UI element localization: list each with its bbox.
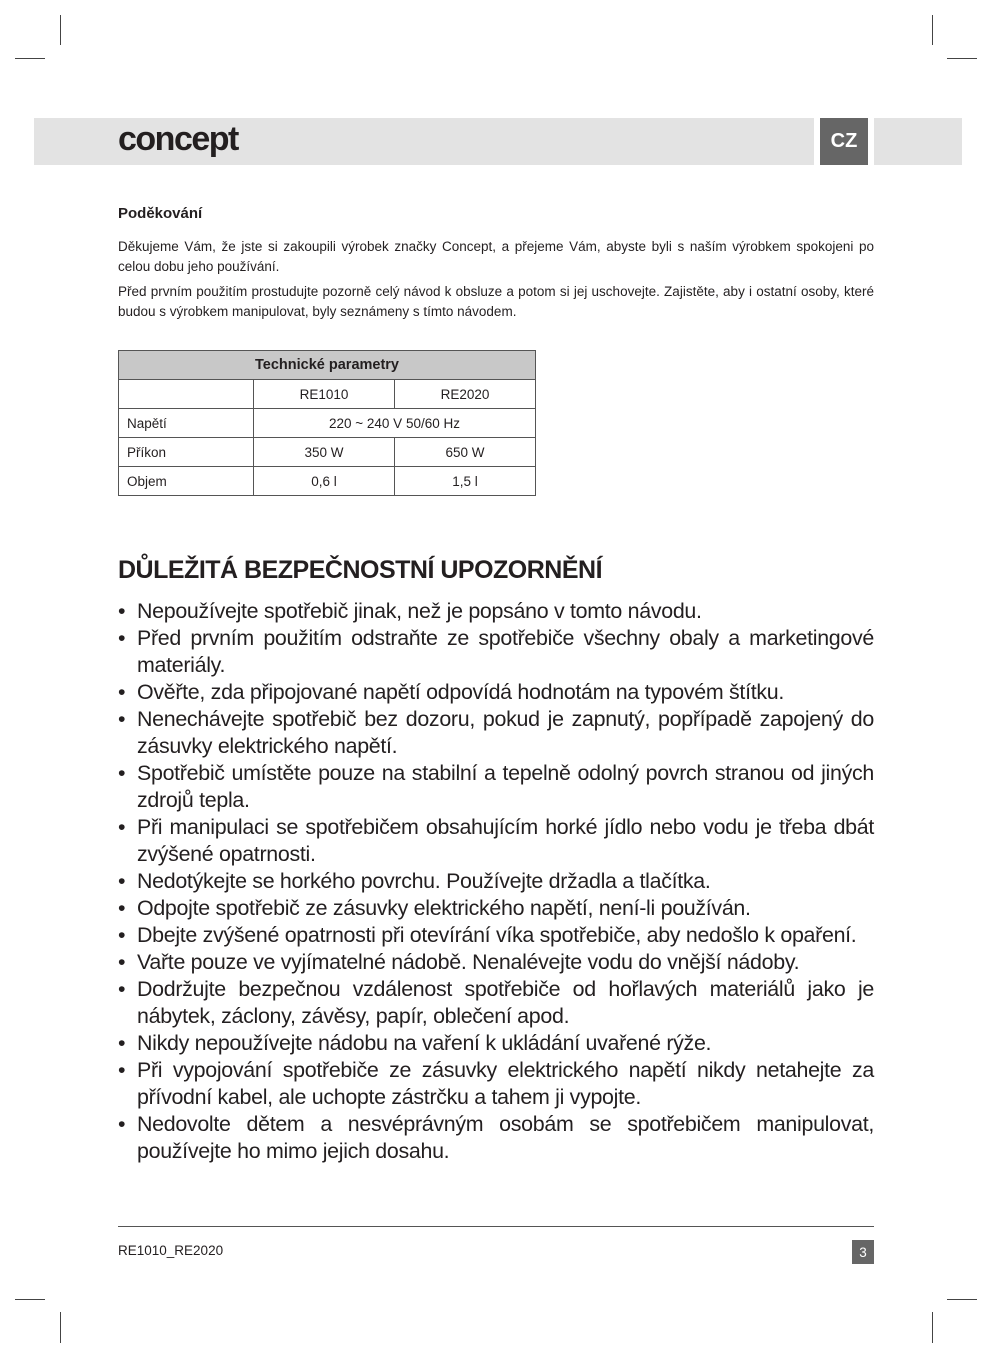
crop-mark bbox=[947, 58, 977, 59]
safety-item-text: Nedotýkejte se horkého povrchu. Používejte držadla a tlačítka. bbox=[137, 869, 711, 893]
safety-item bbox=[118, 706, 874, 760]
spec-table bbox=[118, 350, 536, 496]
header-bar-end bbox=[874, 118, 962, 165]
cell-value: 220 ~ 240 V 50/60 Hz bbox=[254, 409, 536, 438]
footer-model: RE1010_RE2020 bbox=[118, 1243, 224, 1258]
safety-item bbox=[118, 868, 874, 895]
safety-item-text: Ověřte, zda připojované napětí odpovídá hodnotám na typovém štítku. bbox=[137, 680, 784, 704]
bullet-icon: • bbox=[118, 626, 126, 650]
crop-mark bbox=[15, 1299, 45, 1300]
intro-title: Poděkování bbox=[118, 205, 203, 222]
row-label: Příkon bbox=[119, 438, 254, 467]
bullet-icon: • bbox=[118, 599, 126, 623]
safety-item bbox=[118, 922, 874, 949]
safety-item bbox=[118, 598, 874, 625]
row-label: Napětí bbox=[119, 409, 254, 438]
safety-item-text: Spotřebič umístěte pouze na stabilní a tepelně odolný povrch stranou od jiných zdrojů tepla. bbox=[137, 761, 874, 812]
bullet-icon: • bbox=[118, 896, 126, 920]
row-label: Objem bbox=[119, 467, 254, 496]
crop-mark bbox=[60, 1312, 61, 1343]
safety-item bbox=[118, 760, 874, 814]
safety-item bbox=[118, 814, 874, 868]
safety-item bbox=[118, 1111, 874, 1165]
spec-table-title: Technické parametry bbox=[119, 351, 536, 380]
bullet-icon: • bbox=[118, 680, 126, 704]
brand-logo: concept bbox=[118, 120, 238, 158]
cell-value: 0,6 l bbox=[254, 467, 395, 496]
footer-divider bbox=[118, 1226, 874, 1227]
safety-item-text: Dbejte zvýšené opatrnosti při otevírání víka spotřebiče, aby nedošlo k opaření. bbox=[137, 923, 857, 947]
crop-mark bbox=[60, 15, 61, 45]
bullet-icon: • bbox=[118, 815, 126, 839]
safety-item bbox=[118, 679, 874, 706]
cell-value: 1,5 l bbox=[394, 467, 535, 496]
safety-item-text: Vařte pouze ve vyjímatelné nádobě. Nenalévejte vodu do vnější nádoby. bbox=[137, 950, 800, 974]
crop-mark bbox=[932, 1312, 933, 1343]
bullet-icon: • bbox=[118, 761, 126, 785]
safety-item-text: Nepoužívejte spotřebič jinak, než je popsáno v tomto návodu. bbox=[137, 599, 702, 623]
bullet-icon: • bbox=[118, 869, 126, 893]
bullet-icon: • bbox=[118, 707, 126, 731]
safety-list bbox=[118, 598, 874, 1165]
model-header: RE2020 bbox=[394, 380, 535, 409]
bullet-icon: • bbox=[118, 1058, 126, 1082]
crop-mark bbox=[15, 58, 45, 59]
safety-item bbox=[118, 895, 874, 922]
model-header: RE1010 bbox=[254, 380, 395, 409]
bullet-icon: • bbox=[118, 1031, 126, 1055]
intro-paragraph: Děkujeme Vám, že jste si zakoupili výrobek značky Concept, a přejeme Vám, abyste byli s naším výrobkem spokojeni po celou dobu jeho používání. bbox=[118, 239, 874, 274]
safety-item bbox=[118, 949, 874, 976]
safety-item-text: Při vypojování spotřebiče ze zásuvky elektrického napětí nikdy netahejte za přívodní kabel, ale uchopte zástrčku a tahem ji vypojte. bbox=[137, 1058, 874, 1109]
safety-item-text: Nenechávejte spotřebič bez dozoru, pokud je zapnutý, popřípadě zapojený do zásuvky elektrického napětí. bbox=[137, 707, 874, 758]
safety-item-text: Při manipulaci se spotřebičem obsahujícím horké jídlo nebo vodu je třeba dbát zvýšené opatrnosti. bbox=[137, 815, 874, 866]
empty-cell bbox=[119, 380, 254, 409]
safety-item-text: Odpojte spotřebič ze zásuvky elektrického napětí, není-li používán. bbox=[137, 896, 751, 920]
crop-mark bbox=[932, 15, 933, 45]
safety-item-text: Nedovolte dětem a nesvéprávným osobám se spotřebičem manipulovat, používejte ho mimo jejich dosahu. bbox=[137, 1112, 874, 1163]
cell-value: 350 W bbox=[254, 438, 395, 467]
bullet-icon: • bbox=[118, 923, 126, 947]
safety-item-text: Nikdy nepoužívejte nádobu na vaření k ukládání uvařené rýže. bbox=[137, 1031, 712, 1055]
bullet-icon: • bbox=[118, 950, 126, 974]
cell-value: 650 W bbox=[394, 438, 535, 467]
safety-item-text: Před prvním použitím odstraňte ze spotřebiče všechny obaly a marketingové materiály. bbox=[137, 626, 874, 677]
page-number: 3 bbox=[852, 1240, 874, 1264]
safety-item bbox=[118, 1057, 874, 1111]
bullet-icon: • bbox=[118, 1112, 126, 1136]
safety-item bbox=[118, 625, 874, 679]
intro-paragraph: Před prvním použitím prostudujte pozorně celý návod k obsluze a potom si jej uschovejte. Zajistěte, aby i ostatní osoby, které budou s výrobkem manipulovat, byly seznámeny s tímto návodem. bbox=[118, 284, 874, 319]
safety-item-text: Dodržujte bezpečnou vzdálenost spotřebiče od hořlavých materiálů jako je nábytek, záclony, závěsy, papír, oblečení apod. bbox=[137, 977, 874, 1028]
crop-mark bbox=[947, 1299, 977, 1300]
safety-heading: DŮLEŽITÁ BEZPEČNOSTNÍ UPOZORNĚNÍ bbox=[118, 556, 603, 584]
safety-item bbox=[118, 1030, 874, 1057]
safety-item bbox=[118, 976, 874, 1030]
bullet-icon: • bbox=[118, 977, 126, 1001]
language-badge: CZ bbox=[820, 118, 868, 165]
